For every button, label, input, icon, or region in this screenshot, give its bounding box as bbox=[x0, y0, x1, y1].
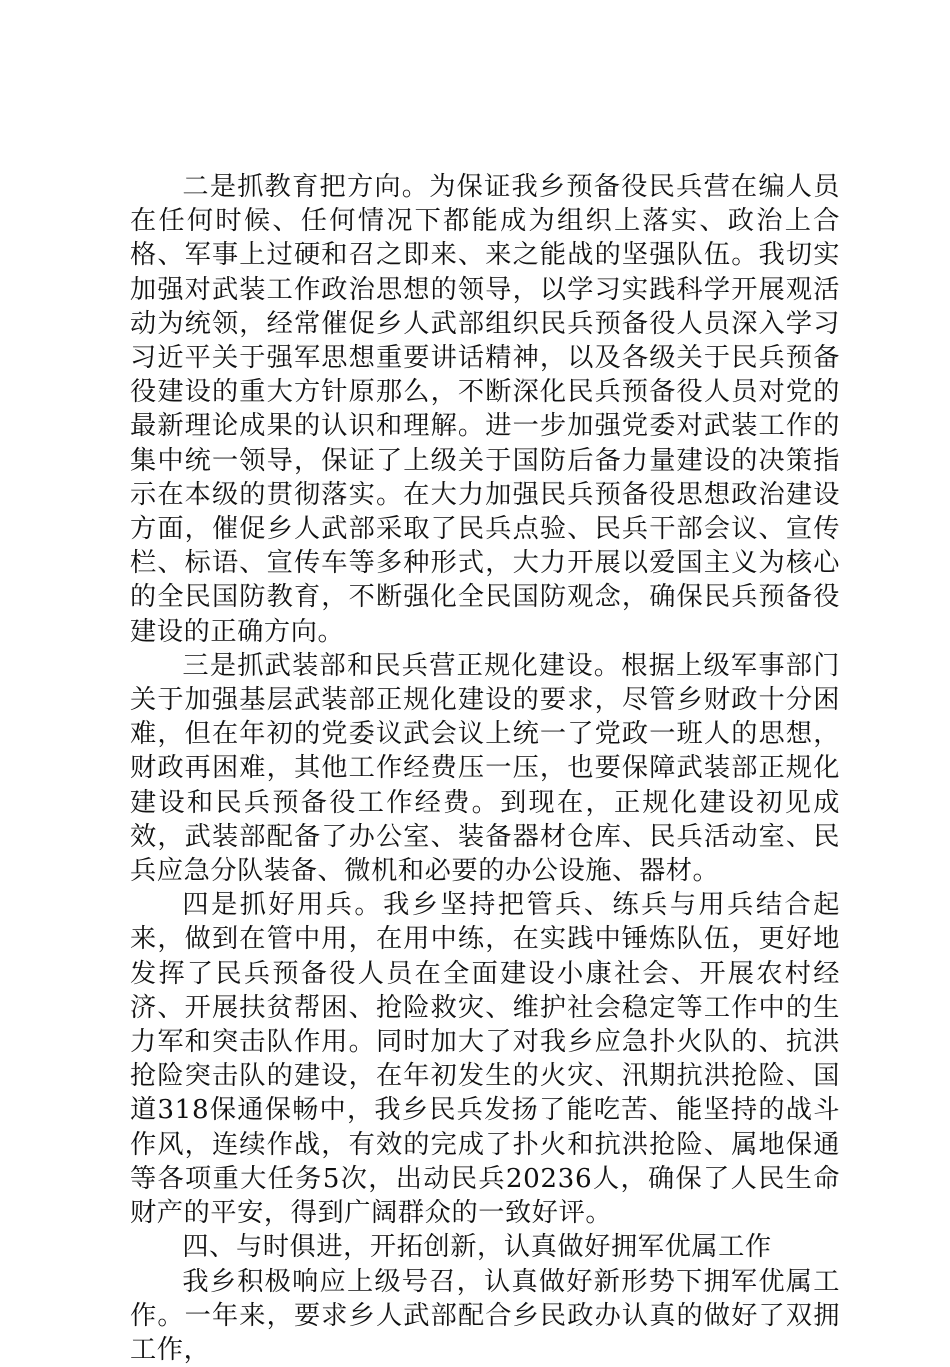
paragraph-support-army: 我乡积极响应上级号召，认真做好新形势下拥军优属工作。一年来，要求乡人武部配合乡民政办认真的做好了双拥工作， bbox=[130, 1265, 840, 1367]
paragraph-regularization: 三是抓武装部和民兵营正规化建设。根据上级军事部门关于加强基层武装部正规化建设的要求，尽管乡财政十分困难，但在年初的党委议武会议上统一了党政一班人的思想，财政再困难，其他工作经费压一压，也要保障武装部正规化建设和民兵预备役工作经费。到现在，正规化建设初见成效，武装部配备了办公室、装备器材仓库、民兵活动室、民兵应急分队装备、微机和必要的办公设施、器材。 bbox=[130, 649, 840, 888]
document-body bbox=[130, 170, 840, 1367]
section-heading-support-army: 四、与时俱进，开拓创新，认真做好拥军优属工作 bbox=[130, 1230, 840, 1264]
paragraph-use-of-militia: 四是抓好用兵。我乡坚持把管兵、练兵与用兵结合起来，做到在管中用，在用中练，在实践中锤炼队伍，更好地发挥了民兵预备役人员在全面建设小康社会、开展农村经济、开展扶贫帮困、抢险救灾、维护社会稳定等工作中的生力军和突击队作用。同时加大了对我乡应急扑火队的、抗洪抢险突击队的建设，在年初发生的火灾、汛期抗洪抢险、国道318保通保畅中，我乡民兵发扬了能吃苦、能坚持的战斗作风，连续作战，有效的完成了扑火和抗洪抢险、属地保通等各项重大任务5次，出动民兵20236人，确保了人民生命财产的平安，得到广阔群众的一致好评。 bbox=[130, 888, 840, 1230]
paragraph-education: 二是抓教育把方向。为保证我乡预备役民兵营在编人员在任何时候、任何情况下都能成为组织上落实、政治上合格、军事上过硬和召之即来、来之能战的坚强队伍。我切实加强对武装工作政治思想的领导，以学习实践科学开展观活动为统领，经常催促乡人武部组织民兵预备役人员深入学习习近平关于强军思想重要讲话精神，以及各级关于民兵预备役建设的重大方针原那么，不断深化民兵预备役人员对党的最新理论成果的认识和理解。进一步加强党委对武装工作的集中统一领导，保证了上级关于国防后备力量建设的决策指示在本级的贯彻落实。在大力加强民兵预备役思想政治建设方面，催促乡人武部采取了民兵点验、民兵干部会议、宣传栏、标语、宣传车等多种形式，大力开展以爱国主义为核心的全民国防教育，不断强化全民国防观念，确保民兵预备役建设的正确方向。 bbox=[130, 170, 840, 649]
